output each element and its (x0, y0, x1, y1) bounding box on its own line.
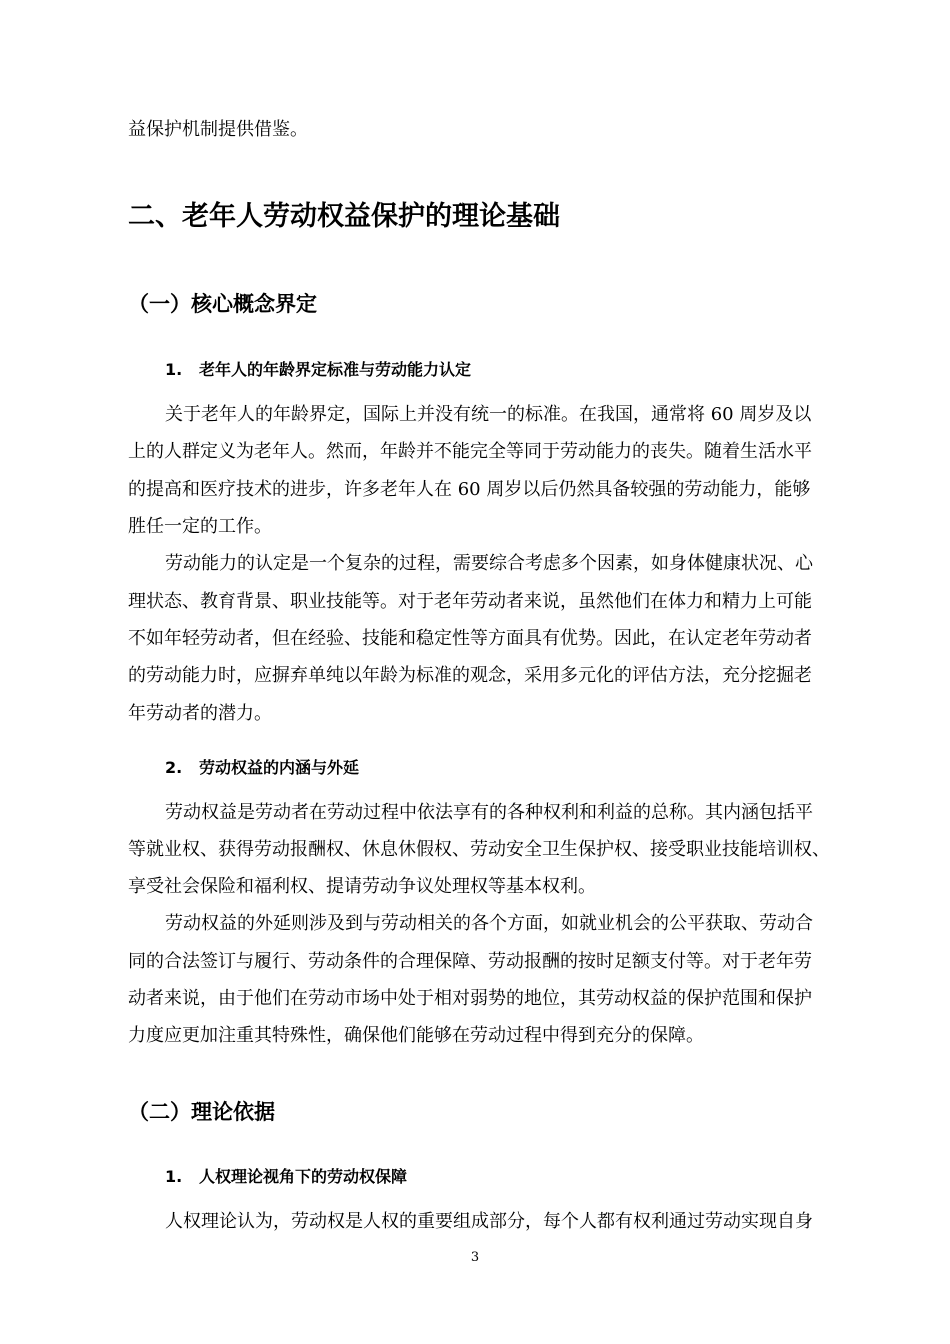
paragraph-line: 不如年轻劳动者，但在经验、技能和稳定性等方面具有优势。因此，在认定老年劳动者 (128, 628, 812, 649)
paragraph-line: 力度应更加注重其特殊性，确保他们能够在劳动过程中得到充分的保障。 (128, 1025, 704, 1046)
subsection-number: 1. (165, 1167, 183, 1186)
paragraph-line: 劳动权益的外延则涉及到与劳动相关的各个方面，如就业机会的公平获取、劳动合 (165, 913, 813, 934)
paragraph-line: 享受社会保险和福利权、提请劳动争议处理权等基本权利。 (128, 876, 596, 897)
chapter-title: 二、老年人劳动权益保护的理论基础 (128, 201, 560, 232)
paragraph-line: 的提高和医疗技术的进步，许多老年人在 60 周岁以后仍然具备较强的劳动能力，能够 (128, 479, 811, 500)
paragraph-line: 年劳动者的潜力。 (128, 703, 272, 724)
subsection-title: 人权理论视角下的劳动权保障 (199, 1167, 408, 1186)
paragraph-line: 劳动能力的认定是一个复杂的过程，需要综合考虑多个因素，如身体健康状况、心 (165, 553, 813, 574)
paragraph-line: 理状态、教育背景、职业技能等。对于老年劳动者来说，虽然他们在体力和精力上可能 (128, 591, 812, 612)
paragraph-line: 同的合法签订与履行、劳动条件的合理保障、劳动报酬的按时足额支付等。对于老年劳 (128, 951, 812, 972)
section-heading-2: （二）理论依据 (128, 1100, 275, 1124)
subsection-heading-1-1 (165, 359, 471, 381)
paragraph-line: 上的人群定义为老年人。然而，年龄并不能完全等同于劳动能力的丧失。随着生活水平 (128, 441, 812, 462)
subsection-heading-1-2 (165, 757, 359, 779)
paragraph-line: 关于老年人的年龄界定，国际上并没有统一的标准。在我国，通常将 60 周岁及以 (165, 404, 812, 425)
paragraph-line: 胜任一定的工作。 (128, 516, 272, 537)
section-heading-1: （一）核心概念界定 (128, 292, 317, 316)
page-number: 3 (470, 1250, 480, 1265)
paragraph-line: 劳动权益是劳动者在劳动过程中依法享有的各种权利和利益的总称。其内涵包括平 (165, 802, 813, 823)
subsection-number: 1. (165, 360, 183, 379)
paragraph-line: 人权理论认为，劳动权是人权的重要组成部分，每个人都有权利通过劳动实现自身 (165, 1211, 813, 1232)
paragraph-line: 的劳动能力时，应摒弃单纯以年龄为标准的观念，采用多元化的评估方法，充分挖掘老 (128, 665, 812, 686)
paragraph-line: 等就业权、获得劳动报酬权、休息休假权、劳动安全卫生保护权、接受职业技能培训权、 (128, 839, 830, 860)
continuation-line: 益保护机制提供借鉴。 (128, 119, 308, 140)
subsection-heading-2-1 (165, 1166, 407, 1188)
paragraph-line: 动者来说，由于他们在劳动市场中处于相对弱势的地位，其劳动权益的保护范围和保护 (128, 988, 812, 1009)
subsection-title: 劳动权益的内涵与外延 (199, 758, 360, 777)
subsection-title: 老年人的年龄界定标准与劳动能力认定 (199, 360, 472, 379)
subsection-number: 2. (165, 758, 183, 777)
